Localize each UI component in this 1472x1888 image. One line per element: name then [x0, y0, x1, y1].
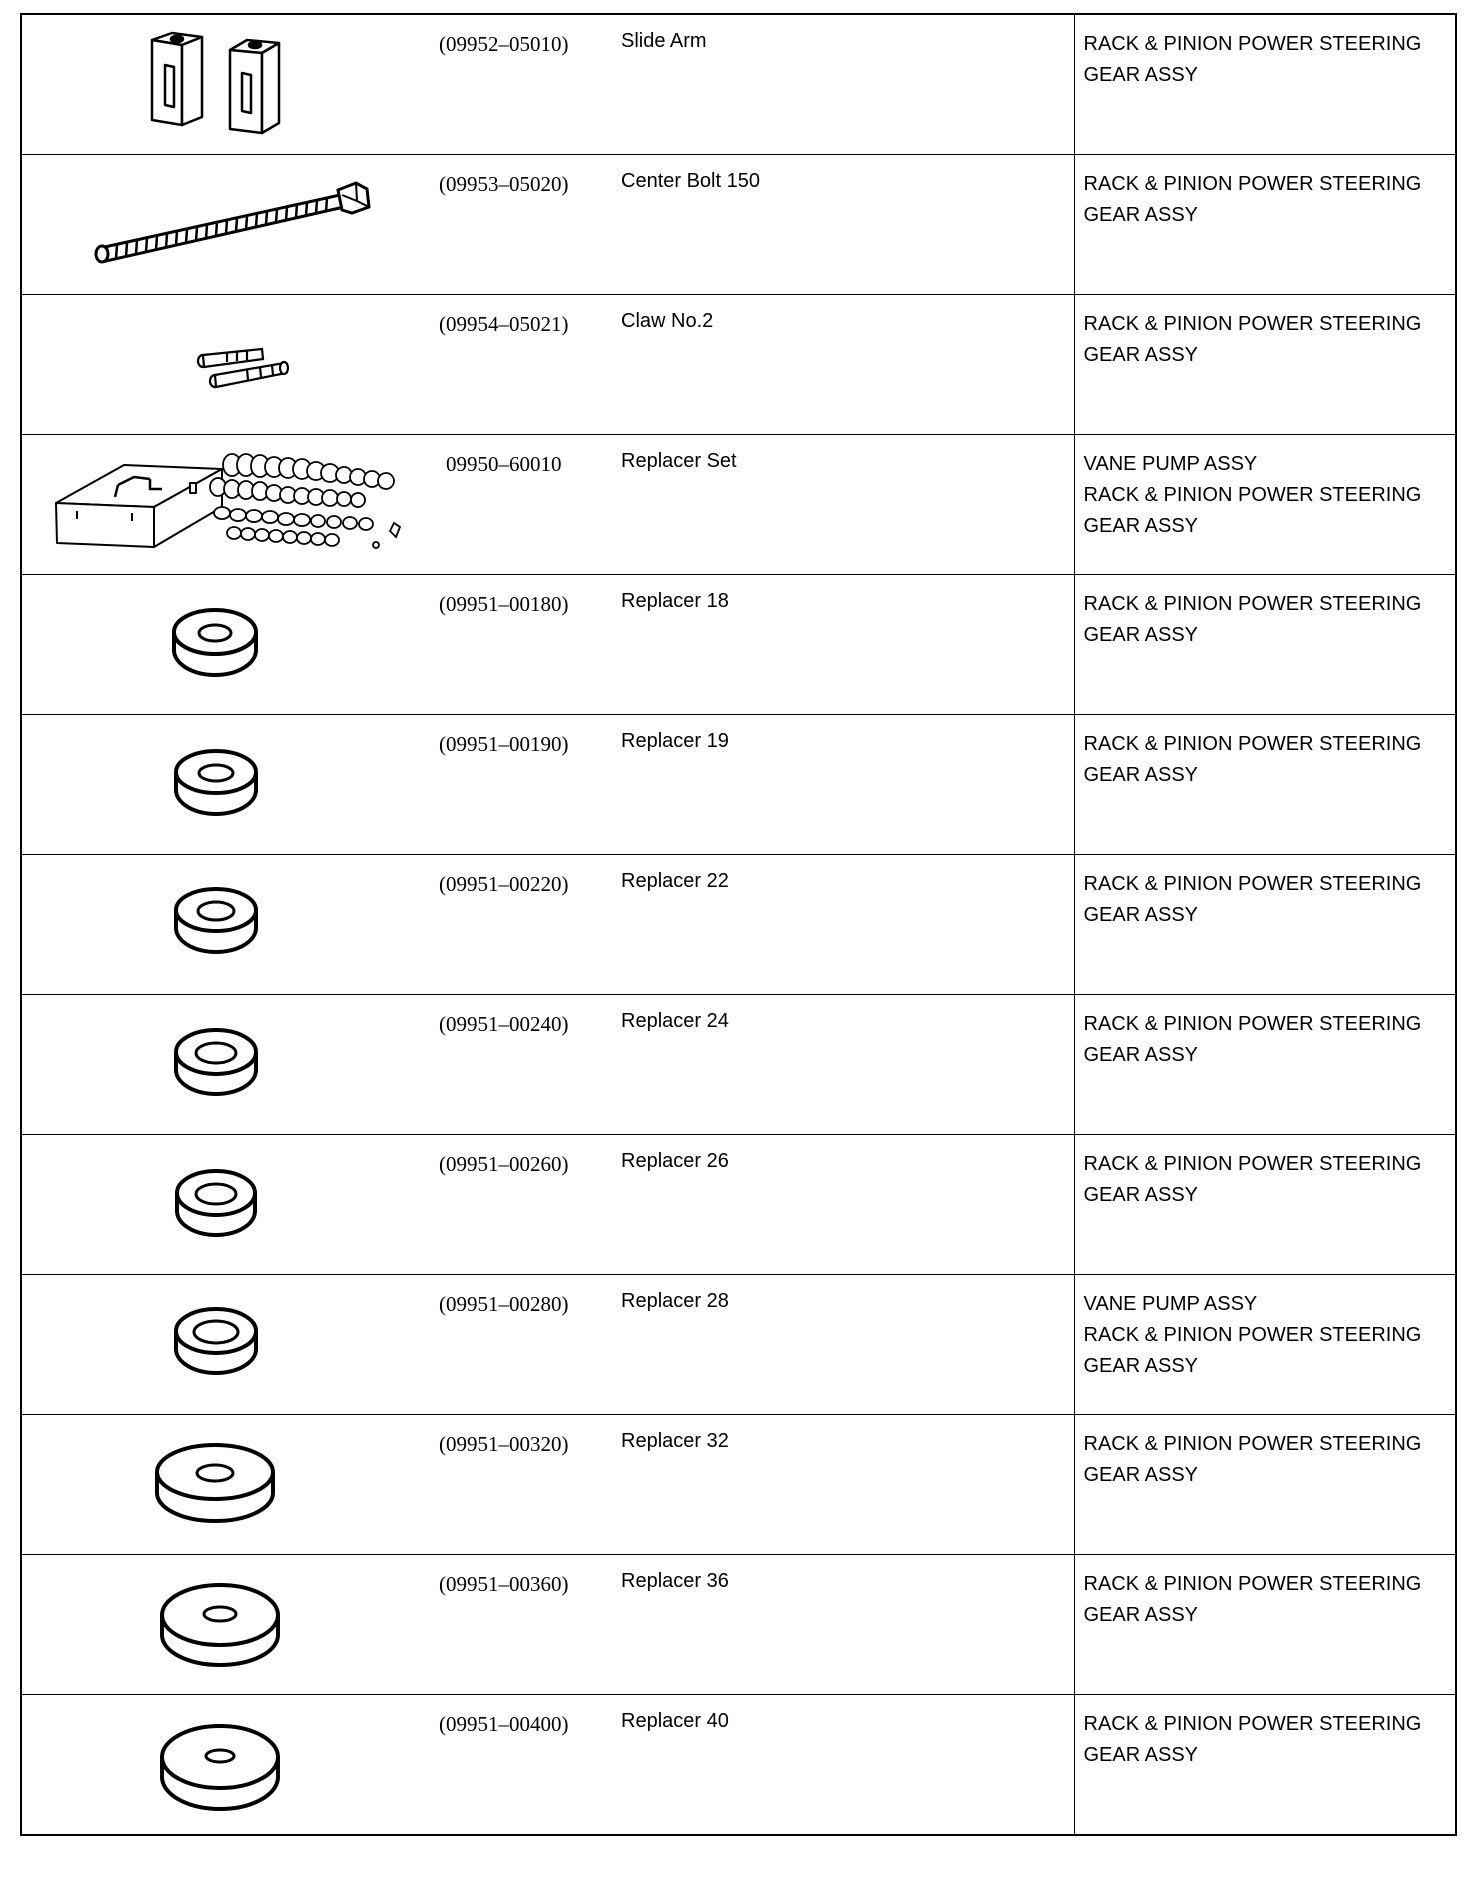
part-number: 09950–60010: [446, 451, 562, 476]
usage-list: [1075, 1695, 1456, 1771]
usage-list: [1075, 1415, 1456, 1491]
usage-item: RACK & PINION POWER STEERING: [1083, 1432, 1422, 1455]
usage-item: GEAR ASSY: [1083, 64, 1198, 86]
usage-list: [1075, 1555, 1456, 1631]
usage-item: RACK & PINION POWER STEERING: [1083, 1012, 1422, 1035]
usage-list: [1075, 855, 1456, 931]
table-row: [21, 1554, 1456, 1694]
usage-list: [1075, 995, 1456, 1071]
usage-item: RACK & PINION POWER STEERING: [1083, 1572, 1422, 1595]
table-row: [21, 294, 1456, 434]
usage-item: RACK & PINION POWER STEERING: [1083, 33, 1422, 55]
usage-list: [1075, 15, 1456, 91]
usage-list: [1075, 715, 1456, 791]
replacer-ring-icon: [22, 575, 432, 715]
usage-item: RACK & PINION POWER STEERING: [1083, 592, 1422, 615]
usage-item: RACK & PINION POWER STEERING: [1083, 732, 1422, 755]
usage-item: GEAR ASSY: [1083, 763, 1198, 786]
usage-item: RACK & PINION POWER STEERING: [1083, 172, 1422, 195]
table-row: [21, 574, 1456, 714]
usage-list: [1075, 1275, 1456, 1382]
slide-arm-icon: [22, 15, 432, 155]
replacer-ring-icon: [22, 1695, 432, 1835]
replacer-ring-icon: [22, 715, 432, 855]
usage-item: RACK & PINION POWER STEERING: [1083, 1712, 1422, 1735]
tool-name: Slide Arm: [621, 30, 707, 52]
tool-name: Replacer 36: [621, 1569, 729, 1592]
usage-list: [1075, 295, 1456, 371]
part-number: (09954–05021): [439, 311, 569, 336]
usage-item: RACK & PINION POWER STEERING: [1083, 483, 1422, 506]
replacer-ring-icon: [22, 1135, 432, 1275]
tool-name: Replacer 18: [621, 589, 729, 612]
usage-item: GEAR ASSY: [1083, 1603, 1198, 1626]
usage-item: GEAR ASSY: [1083, 1354, 1198, 1377]
table-row: [21, 1274, 1456, 1414]
tool-name: Replacer 22: [621, 869, 729, 892]
tool-name: Replacer 26: [621, 1149, 729, 1172]
table-row: [21, 1694, 1456, 1835]
replacer-set-case-icon: [22, 435, 432, 575]
replacer-ring-icon: [22, 855, 432, 995]
table-row: [21, 1414, 1456, 1554]
part-number: (09951–00180): [439, 591, 569, 616]
usage-item: GEAR ASSY: [1083, 623, 1198, 646]
tool-name: Center Bolt 150: [621, 169, 760, 192]
table-row: [21, 994, 1456, 1134]
tool-name: Replacer Set: [621, 449, 737, 472]
center-bolt-icon: [22, 155, 432, 295]
tool-name: Replacer 32: [621, 1429, 729, 1452]
sst-table: [20, 13, 1457, 1836]
usage-item: VANE PUMP ASSY: [1083, 452, 1258, 475]
usage-item: RACK & PINION POWER STEERING: [1083, 1152, 1422, 1175]
table-row: [21, 434, 1456, 574]
usage-item: RACK & PINION POWER STEERING: [1083, 872, 1422, 895]
part-number: (09952–05010): [439, 32, 569, 56]
usage-item: GEAR ASSY: [1083, 343, 1198, 366]
usage-item: GEAR ASSY: [1083, 1743, 1198, 1766]
table-row: [21, 714, 1456, 854]
part-number: (09951–00190): [439, 731, 569, 756]
table-row: [21, 1134, 1456, 1274]
replacer-ring-icon: [22, 1555, 432, 1695]
part-number: (09951–00260): [439, 1151, 569, 1176]
tool-name: Replacer 19: [621, 729, 729, 752]
usage-item: RACK & PINION POWER STEERING: [1083, 312, 1422, 335]
table-row: [21, 154, 1456, 294]
part-number: (09951–00240): [439, 1011, 569, 1036]
part-number: (09953–05020): [439, 171, 569, 196]
table-row: [21, 14, 1456, 154]
usage-list: [1075, 575, 1456, 651]
usage-item: GEAR ASSY: [1083, 203, 1198, 226]
usage-item: GEAR ASSY: [1083, 1183, 1198, 1206]
usage-list: [1075, 1135, 1456, 1211]
usage-item: VANE PUMP ASSY: [1083, 1292, 1258, 1315]
part-number: (09951–00360): [439, 1571, 569, 1596]
replacer-ring-icon: [22, 1275, 432, 1415]
part-number: (09951–00400): [439, 1711, 569, 1736]
replacer-ring-icon: [22, 995, 432, 1135]
usage-list: [1075, 435, 1456, 542]
part-number: (09951–00280): [439, 1291, 569, 1316]
replacer-ring-icon: [22, 1415, 432, 1555]
usage-item: RACK & PINION POWER STEERING: [1083, 1323, 1422, 1346]
tool-name: Claw No.2: [621, 309, 714, 332]
part-number: (09951–00320): [439, 1431, 569, 1456]
usage-item: GEAR ASSY: [1083, 1463, 1198, 1486]
usage-item: GEAR ASSY: [1083, 1043, 1198, 1066]
usage-item: GEAR ASSY: [1083, 514, 1198, 537]
tool-name: Replacer 24: [621, 1009, 729, 1032]
usage-list: [1075, 155, 1456, 231]
tool-name: Replacer 40: [621, 1709, 729, 1732]
part-number: (09951–00220): [439, 871, 569, 896]
tool-name: Replacer 28: [621, 1289, 729, 1312]
table-row: [21, 854, 1456, 994]
claw-bolts-icon: [22, 295, 432, 435]
usage-item: GEAR ASSY: [1083, 903, 1198, 926]
